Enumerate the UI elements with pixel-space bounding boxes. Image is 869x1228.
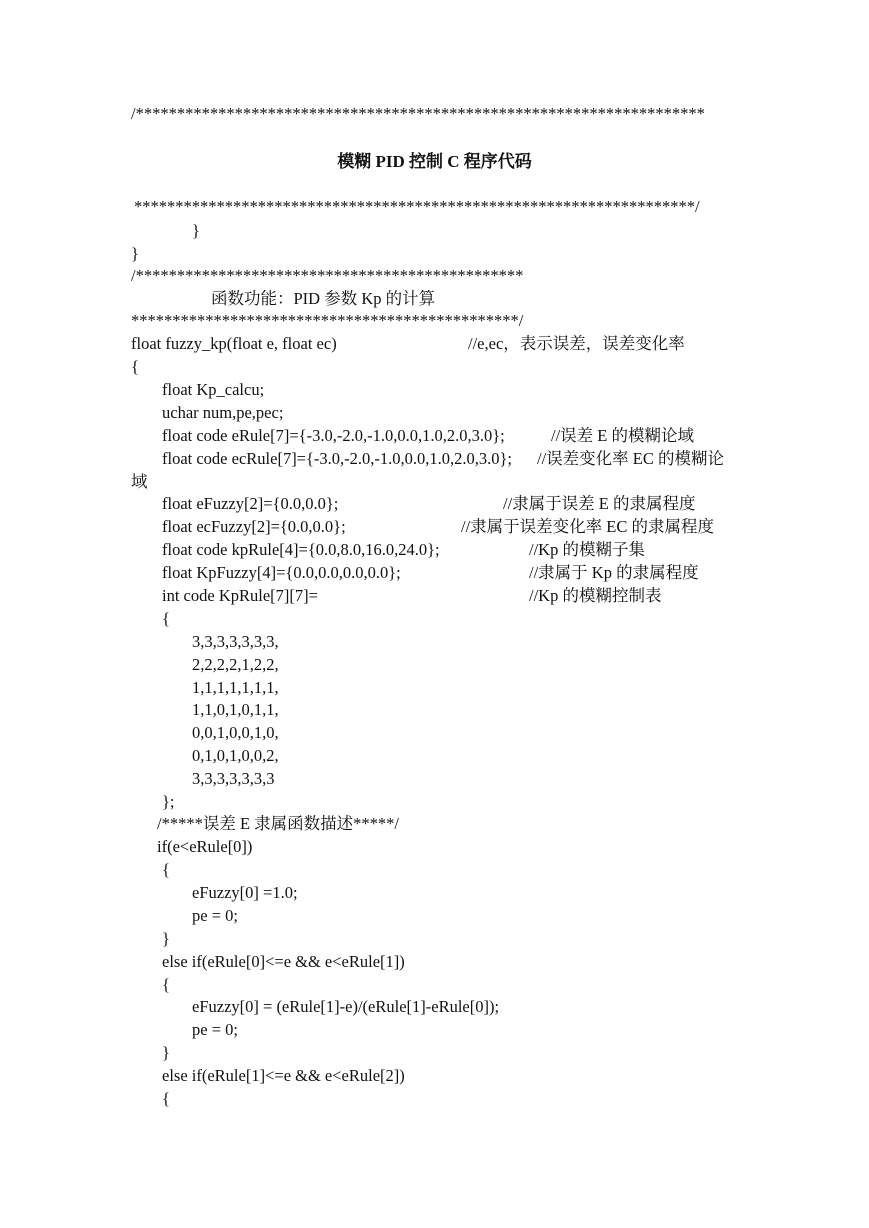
code-line: float Kp_calcu; <box>162 380 265 399</box>
code-line: float eFuzzy[2]={0.0,0.0}; <box>162 494 339 513</box>
open-brace: { <box>162 860 170 879</box>
code-comment: //隶属于 Kp 的隶属程度 <box>529 563 699 582</box>
closing-brace: } <box>192 221 200 240</box>
table-row: 3,3,3,3,3,3,3 <box>192 769 275 788</box>
table-row: 0,1,0,1,0,0,2, <box>192 746 279 765</box>
code-comment: //隶属于误差 E 的隶属程度 <box>503 494 696 513</box>
code-line: eFuzzy[0] =1.0; <box>192 883 298 902</box>
code-comment: //误差变化率 EC 的模糊论 <box>537 449 725 468</box>
header-star-line-bottom: ********************************************************************/ <box>134 197 700 216</box>
code-line: pe = 0; <box>192 906 238 925</box>
code-comment: //Kp 的模糊控制表 <box>529 586 662 605</box>
closing-brace: } <box>131 244 139 263</box>
code-comment: //隶属于误差变化率 EC 的隶属程度 <box>461 517 715 536</box>
code-line: else if(eRule[1]<=e && e<eRule[2]) <box>162 1066 405 1085</box>
code-line: uchar num,pe,pec; <box>162 403 284 422</box>
table-row: 1,1,0,1,0,1,1, <box>192 700 279 719</box>
table-row: 1,1,1,1,1,1,1, <box>192 678 279 697</box>
closing-brace: } <box>162 1043 170 1062</box>
code-line: eFuzzy[0] = (eRule[1]-e)/(eRule[1]-eRule[0]); <box>192 997 500 1016</box>
section-comment: /*****误差 E 隶属函数描述*****/ <box>157 814 399 833</box>
code-line: if(e<eRule[0]) <box>157 837 253 856</box>
table-close: }; <box>162 792 175 811</box>
code-line: int code KpRule[7][7]= <box>162 586 318 605</box>
open-brace: { <box>131 357 139 376</box>
document-title: 模糊 PID 控制 C 程序代码 <box>337 152 532 171</box>
code-line: float ecFuzzy[2]={0.0,0.0}; <box>162 517 346 536</box>
function-header-star-bottom: ***********************************************/ <box>131 311 524 330</box>
code-line: else if(eRule[0]<=e && e<eRule[1]) <box>162 952 405 971</box>
code-line: float KpFuzzy[4]={0.0,0.0,0.0,0.0}; <box>162 563 401 582</box>
code-line: float code kpRule[4]={0.0,8.0,16.0,24.0}; <box>162 540 440 559</box>
code-comment-wrap: 域 <box>131 472 148 491</box>
code-comment: //Kp 的模糊子集 <box>529 540 645 559</box>
code-line: pe = 0; <box>192 1020 238 1039</box>
code-comment: //e,ec，表示误差，误差变化率 <box>468 334 685 353</box>
table-row: 2,2,2,2,1,2,2, <box>192 655 279 674</box>
code-comment: //误差 E 的模糊论域 <box>551 426 694 445</box>
header-star-line-top: /********************************************************************* <box>131 104 705 123</box>
open-brace: { <box>162 975 170 994</box>
function-signature: float fuzzy_kp(float e, float ec) <box>131 334 337 353</box>
open-brace: { <box>162 1089 170 1108</box>
function-header-title: 函数功能：PID 参数 Kp 的计算 <box>211 289 436 308</box>
code-line: float code ecRule[7]={-3.0,-2.0,-1.0,0.0,1.0,2.0,3.0}; <box>162 449 513 468</box>
function-header-star-top: /*********************************************** <box>131 266 524 285</box>
table-row: 3,3,3,3,3,3,3, <box>192 632 279 651</box>
table-row: 0,0,1,0,0,1,0, <box>192 723 279 742</box>
table-open-brace: { <box>162 609 170 628</box>
closing-brace: } <box>162 929 170 948</box>
code-line: float code eRule[7]={-3.0,-2.0,-1.0,0.0,1.0,2.0,3.0}; <box>162 426 505 445</box>
